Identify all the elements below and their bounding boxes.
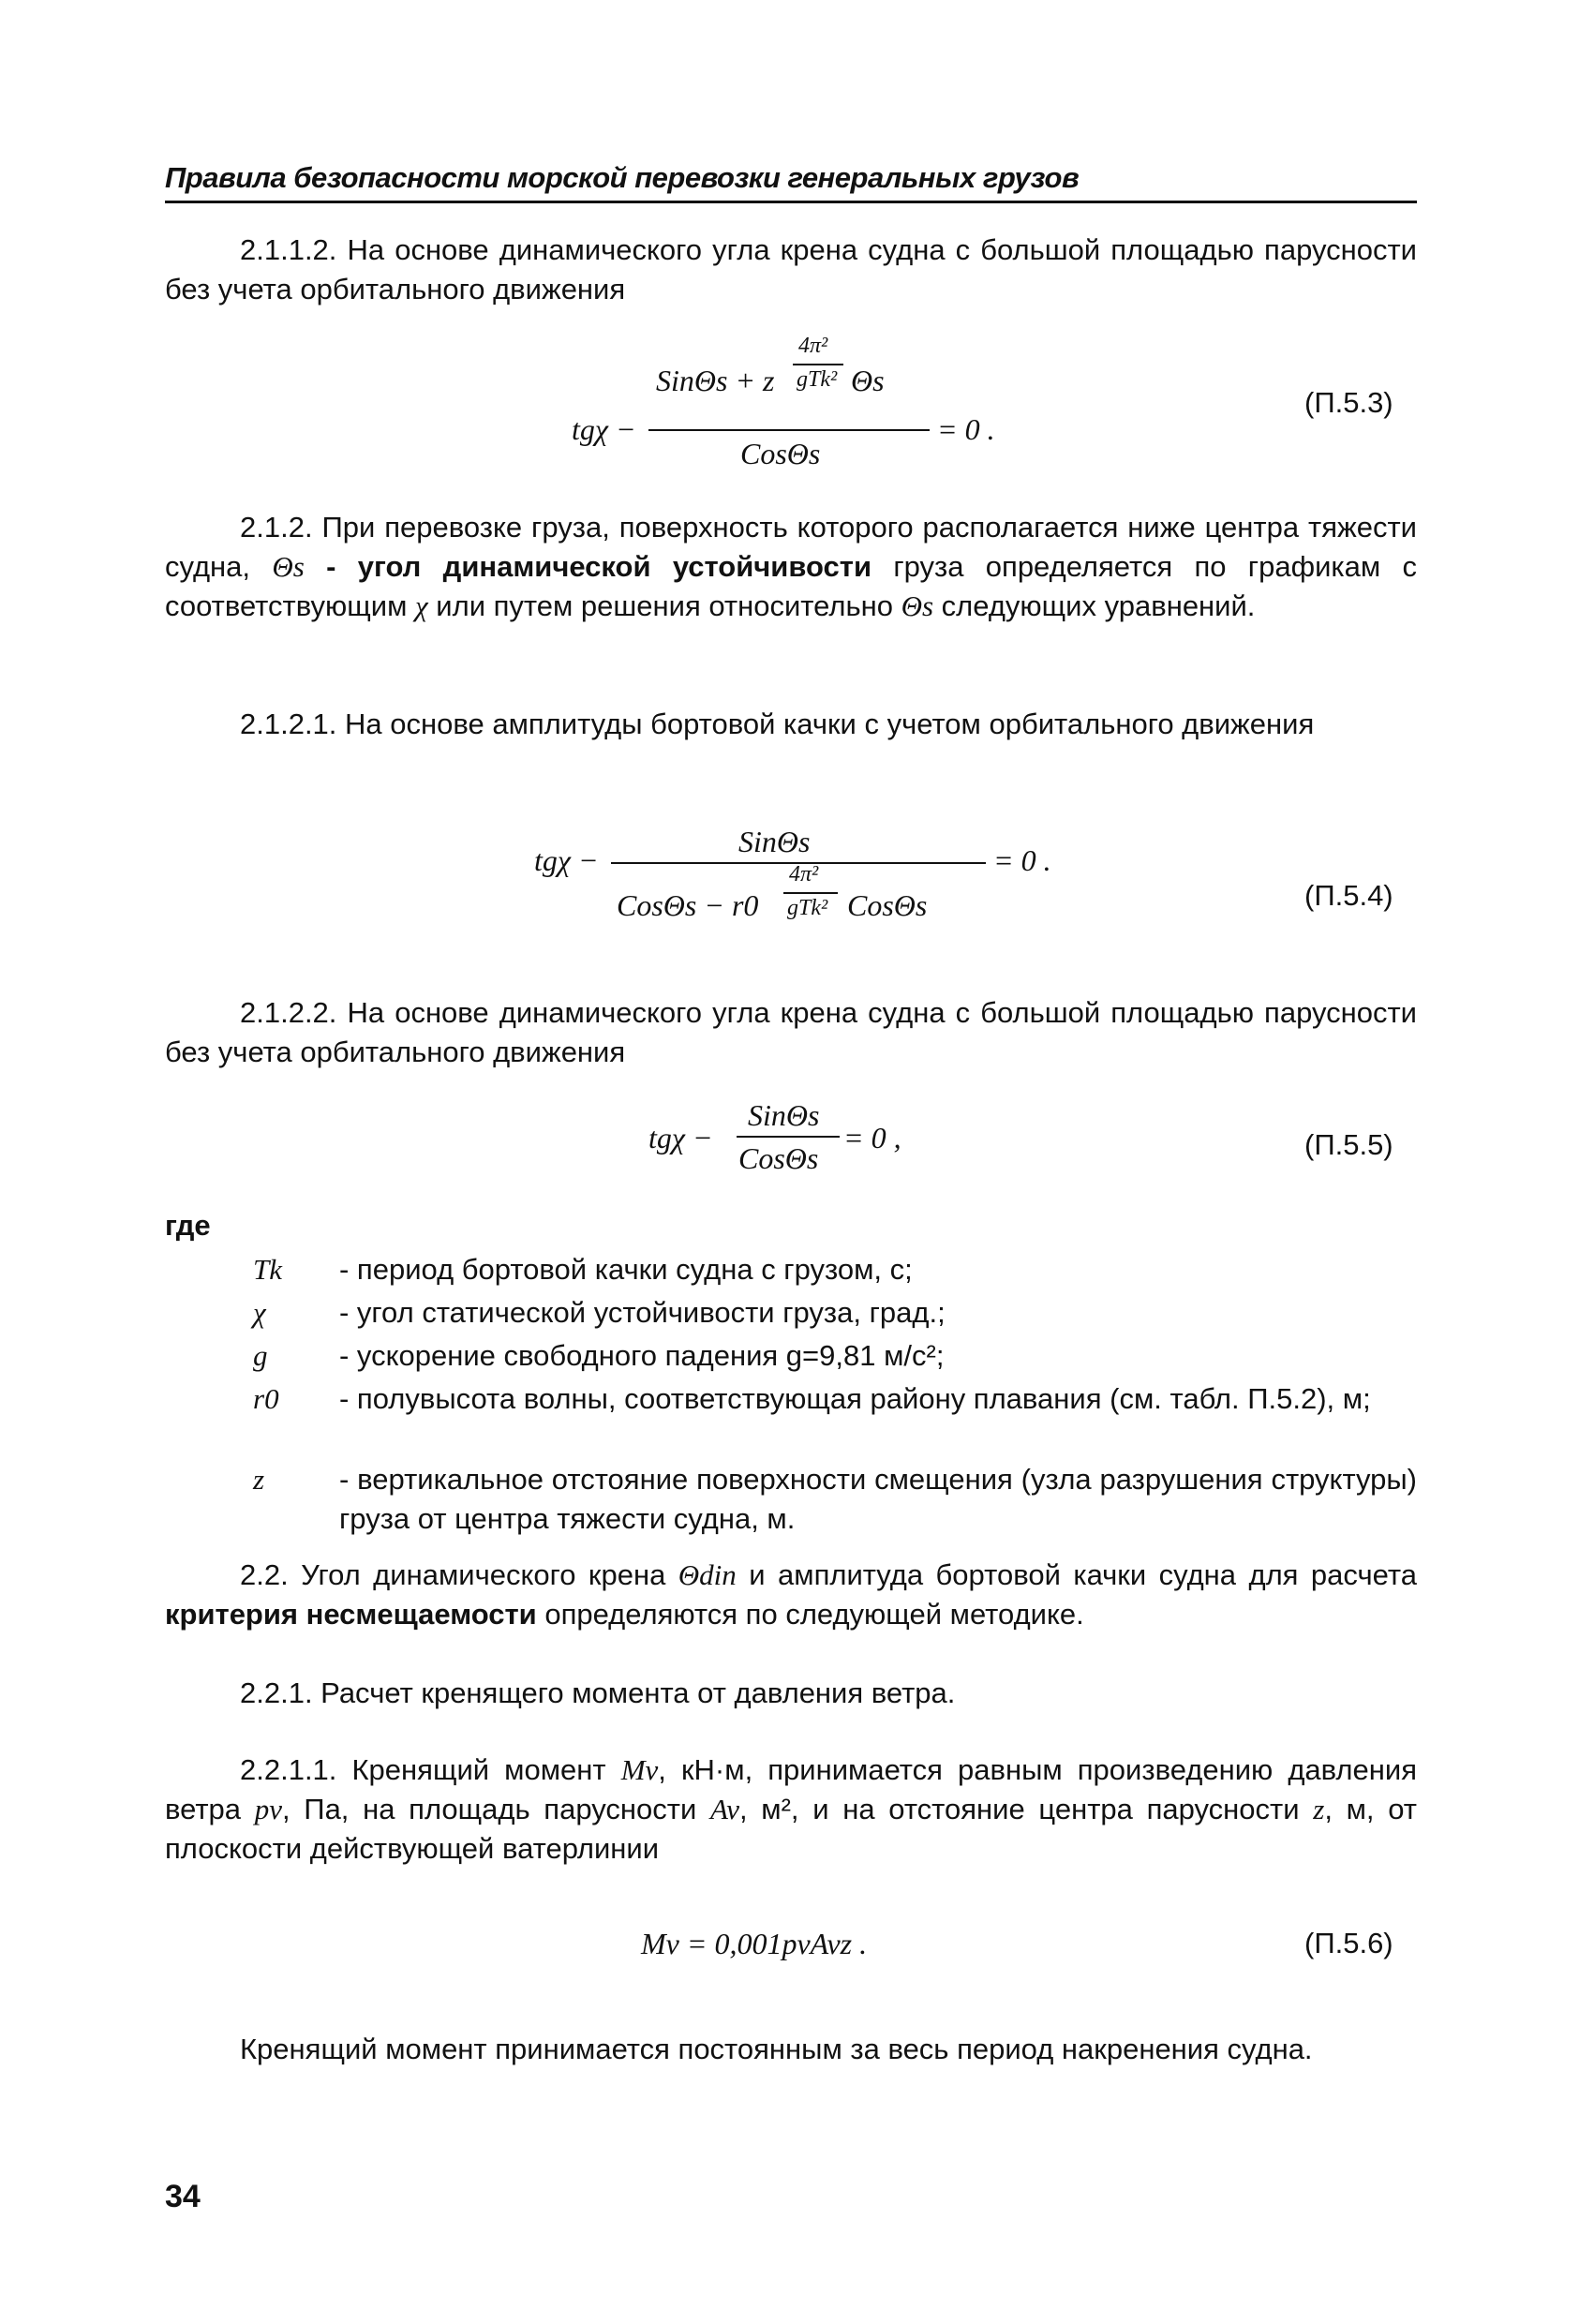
where-label: где	[165, 1209, 211, 1242]
legend-description: - полувысота волны, соответствующая району плавания (см. табл. П.5.2), м;	[339, 1382, 1371, 1415]
eq53-lhs: tgχ −	[572, 412, 636, 446]
eq53-inner-bot: gTk²	[797, 367, 838, 392]
eq56-number: (П.5.6)	[1304, 1927, 1393, 1959]
legend-item	[253, 1293, 1417, 1333]
paragraph-2-2-1-1	[165, 1750, 1417, 1869]
legend-description: - период бортовой качки судна с грузом, с;	[339, 1253, 913, 1286]
p2211-mv: Mv	[620, 1753, 659, 1786]
paragraph-2-1-2-1: 2.1.2.1. На основе амплитуды бортовой качки с учетом орбитального движения	[240, 708, 1315, 740]
paragraph-2-1-2-2: 2.1.2.2. На основе динамического угла крена судна с большой площадью парусности без учета орбитального движения	[165, 996, 1417, 1068]
p212-part-b: груза определяется по графикам с соответствующим	[165, 550, 1417, 622]
eq55-numer: SinΘs	[748, 1098, 820, 1132]
legend-description: - вертикальное отстояние поверхности смещения (узла разрушения структуры) груза от центра тяжести судна, м.	[339, 1463, 1417, 1535]
p2211-part-d: , м², и на отстояние центра парусности	[738, 1793, 1300, 1825]
legend-description: - угол статической устойчивости груза, град.;	[339, 1296, 946, 1329]
legend-symbol: z	[253, 1463, 265, 1496]
paragraph-2-2-1: 2.2.1. Расчет кренящего момента от давления ветра.	[240, 1676, 956, 1709]
p2211-part-e: , м, от плоскости действующей ватерлинии	[165, 1793, 1417, 1865]
eq55-denom: CosΘs	[738, 1141, 819, 1175]
eq54-inner-bot: gTk²	[787, 896, 828, 920]
eq55-rhs: = 0 ,	[843, 1121, 901, 1155]
p2211-pv: pv	[254, 1793, 282, 1825]
paragraph-2-1-2	[165, 508, 1417, 626]
eq53-denom: CosΘs	[740, 437, 821, 470]
eq53-numer-b: Θs	[851, 364, 885, 397]
p212-part-d: следующих уравнений.	[941, 589, 1256, 622]
legend-item	[253, 1460, 1417, 1539]
p2211-part-b: , кН·м, принимается равным произведению давления ветра	[165, 1753, 1417, 1825]
header-rule	[165, 201, 1417, 203]
eq55-fraction-bar	[737, 1136, 840, 1138]
eq53-numer-a: SinΘs + z	[656, 364, 775, 397]
eq54-numer: SinΘs	[738, 825, 811, 858]
eq53-inner-top: 4π²	[798, 334, 828, 358]
legend-symbol: Tk	[253, 1253, 282, 1286]
p2211-part-c: , Па, на площадь парусности	[281, 1793, 697, 1825]
p22-part-c: определяются по следующей методике.	[544, 1598, 1084, 1631]
eq53-rhs: = 0 .	[937, 412, 995, 446]
legend-item	[253, 1379, 1417, 1419]
eq53-number: (П.5.3)	[1304, 386, 1393, 419]
eq54-rhs: = 0 .	[993, 843, 1051, 877]
p212-theta-symbol-2: Θs	[901, 589, 934, 622]
eq53-inner-bar	[793, 364, 843, 365]
p212-theta-symbol: Θs	[272, 550, 305, 583]
p22-part-b: и амплитуда бортовой качки судна для расчета	[749, 1558, 1417, 1591]
eq56-body: Mv = 0,001pvAvz .	[641, 1927, 868, 1960]
eq54-inner-bar	[783, 892, 838, 894]
eq54-lhs: tgχ −	[534, 843, 599, 877]
p2211-av: Av	[709, 1793, 739, 1825]
paragraph-2-1-1-2: 2.1.1.2. На основе динамического угла крена судна с большой площадью парусности без учета орбитального движения	[165, 233, 1417, 305]
running-header: Правила безопасности морской перевозки генеральных грузов	[165, 161, 1080, 194]
eq54-inner-top: 4π²	[789, 862, 819, 886]
p2211-part-a: 2.2.1.1. Кренящий момент	[240, 1753, 606, 1786]
eq53-fraction-bar	[648, 429, 930, 431]
paragraph-closing: Кренящий момент принимается постоянным за весь период накренения судна.	[240, 2033, 1313, 2065]
p2211-z: z	[1313, 1793, 1325, 1825]
p212-part-c: или путем решения относительно	[436, 589, 893, 622]
eq54-denom-a: CosΘs − r0	[617, 888, 759, 922]
p22-theta-din: Θdin	[678, 1558, 737, 1591]
eq54-number: (П.5.4)	[1304, 879, 1393, 912]
legend-item	[253, 1250, 1417, 1289]
eq55-number: (П.5.5)	[1304, 1128, 1393, 1161]
p22-bold-term: критерия несмещаемости	[165, 1598, 537, 1631]
eq54-denom-b: CosΘs	[847, 888, 928, 922]
p22-part-a: 2.2. Угол динамического крена	[240, 1558, 666, 1591]
legend-description: - ускорение свободного падения g=9,81 м/с²;	[339, 1339, 945, 1372]
legend-symbol: r0	[253, 1382, 279, 1415]
p212-part-a: 2.1.2. При перевозке груза, поверхность которого располагается ниже центра тяжести судна,	[165, 511, 1417, 583]
legend-item	[253, 1336, 1417, 1376]
p212-chi-symbol: χ	[415, 589, 428, 622]
page-number: 34	[165, 2179, 201, 2214]
p212-bold-term: - угол динамической устойчивости	[326, 550, 872, 583]
eq55-lhs: tgχ −	[648, 1121, 713, 1155]
paragraph-2-2	[165, 1556, 1417, 1634]
legend-symbol: g	[253, 1339, 268, 1372]
legend-symbol: χ	[253, 1296, 266, 1329]
